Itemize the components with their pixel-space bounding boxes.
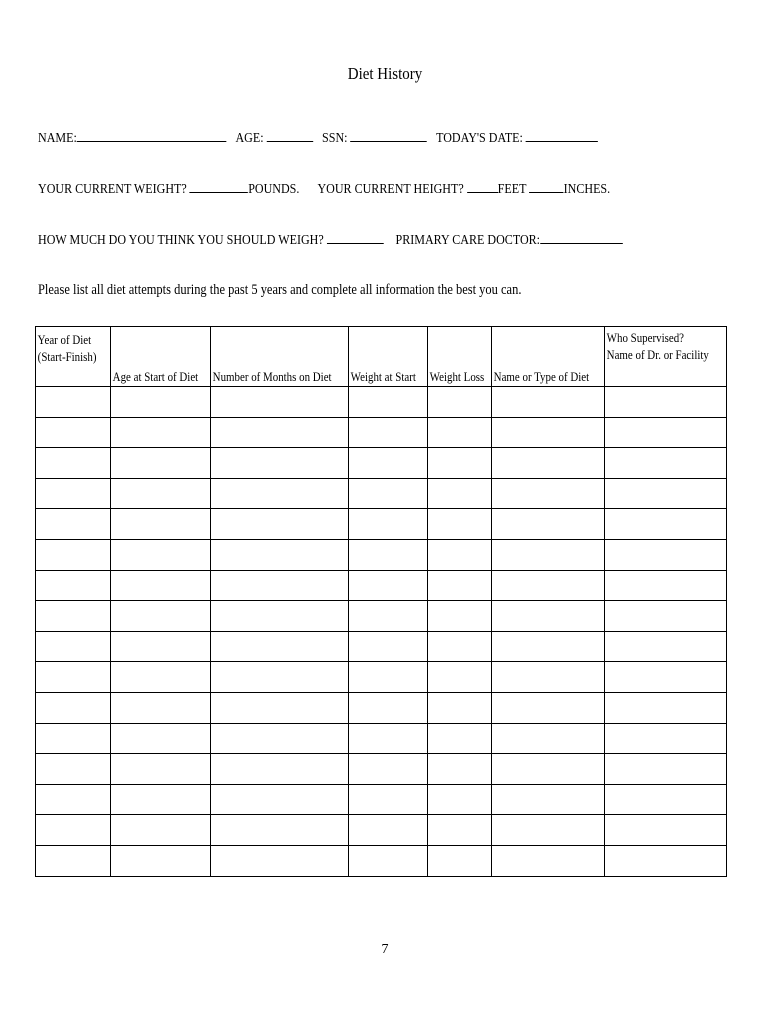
name-label: NAME:	[38, 131, 77, 146]
header-supervisor: Who Supervised? Name of Dr. or Facility	[605, 327, 727, 387]
cell-age-at-start[interactable]	[111, 387, 211, 418]
cell-supervisor[interactable]	[605, 448, 727, 479]
cell-supervisor[interactable]	[605, 723, 727, 754]
cell-age-at-start[interactable]	[111, 448, 211, 479]
cell-weight-at-start[interactable]	[349, 539, 428, 570]
cell-months-on-diet[interactable]	[211, 692, 349, 723]
cell-months-on-diet[interactable]	[211, 539, 349, 570]
cell-supervisor[interactable]	[605, 570, 727, 601]
should-weigh-label: HOW MUCH DO YOU THINK YOU SHOULD WEIGH?	[38, 233, 324, 248]
cell-diet-name[interactable]	[492, 815, 605, 846]
cell-months-on-diet[interactable]	[211, 601, 349, 632]
cell-supervisor[interactable]	[605, 601, 727, 632]
cell-months-on-diet[interactable]	[211, 509, 349, 540]
page-number: 7	[381, 942, 389, 957]
cell-weight-at-start[interactable]	[349, 815, 428, 846]
cell-weight-loss[interactable]	[428, 754, 492, 785]
age-field[interactable]	[267, 128, 313, 142]
cell-weight-loss[interactable]	[428, 631, 492, 662]
cell-weight-loss[interactable]	[428, 723, 492, 754]
cell-months-on-diet[interactable]	[211, 387, 349, 418]
cell-diet-name[interactable]	[492, 570, 605, 601]
doctor-label: PRIMARY CARE DOCTOR:	[395, 233, 541, 248]
cell-age-at-start[interactable]	[111, 845, 211, 876]
header-year-of-diet: Year of Diet (Start-Finish)	[36, 327, 111, 387]
cell-supervisor[interactable]	[605, 845, 727, 876]
cell-year-of-diet[interactable]	[36, 784, 111, 815]
ssn-field[interactable]	[351, 128, 428, 142]
cell-weight-loss[interactable]	[428, 509, 492, 540]
cell-year-of-diet[interactable]	[36, 815, 111, 846]
cell-weight-loss[interactable]	[428, 845, 492, 876]
table-row	[36, 754, 727, 785]
cell-year-of-diet[interactable]	[36, 601, 111, 632]
cell-weight-at-start[interactable]	[349, 601, 428, 632]
cell-months-on-diet[interactable]	[211, 754, 349, 785]
cell-months-on-diet[interactable]	[211, 662, 349, 693]
table-body	[36, 387, 727, 877]
instructions-text: Please list all diet attempts during the past 5 years and complete all information the best you can.	[38, 282, 522, 298]
cell-weight-at-start[interactable]	[349, 570, 428, 601]
cell-supervisor[interactable]	[605, 478, 727, 509]
header-months-on-diet: Number of Months on Diet	[211, 327, 349, 387]
cell-months-on-diet[interactable]	[211, 448, 349, 479]
cell-diet-name[interactable]	[492, 448, 605, 479]
table-row	[36, 662, 727, 693]
height-label: YOUR CURRENT HEIGHT?	[317, 182, 464, 197]
cell-year-of-diet[interactable]	[36, 448, 111, 479]
cell-diet-name[interactable]	[492, 601, 605, 632]
cell-supervisor[interactable]	[605, 662, 727, 693]
cell-weight-at-start[interactable]	[349, 692, 428, 723]
cell-weight-loss[interactable]	[428, 692, 492, 723]
cell-year-of-diet[interactable]	[36, 692, 111, 723]
table-row	[36, 692, 727, 723]
cell-age-at-start[interactable]	[111, 815, 211, 846]
cell-age-at-start[interactable]	[111, 754, 211, 785]
cell-supervisor[interactable]	[605, 692, 727, 723]
cell-weight-loss[interactable]	[428, 539, 492, 570]
cell-year-of-diet[interactable]	[36, 509, 111, 540]
cell-months-on-diet[interactable]	[211, 784, 349, 815]
cell-weight-loss[interactable]	[428, 570, 492, 601]
cell-diet-name[interactable]	[492, 723, 605, 754]
cell-diet-name[interactable]	[492, 539, 605, 570]
cell-age-at-start[interactable]	[111, 601, 211, 632]
cell-diet-name[interactable]	[492, 662, 605, 693]
should-weigh-field[interactable]	[327, 230, 384, 244]
cell-age-at-start[interactable]	[111, 417, 211, 448]
identity-row	[38, 128, 598, 147]
table-row	[36, 478, 727, 509]
cell-year-of-diet[interactable]	[36, 754, 111, 785]
cell-diet-name[interactable]	[492, 478, 605, 509]
cell-year-of-diet[interactable]	[36, 845, 111, 876]
pounds-label: POUNDS.	[248, 182, 300, 197]
cell-year-of-diet[interactable]	[36, 662, 111, 693]
cell-months-on-diet[interactable]	[211, 417, 349, 448]
date-label: TODAY'S DATE:	[436, 131, 523, 146]
cell-supervisor[interactable]	[605, 387, 727, 418]
cell-weight-at-start[interactable]	[349, 509, 428, 540]
cell-age-at-start[interactable]	[111, 570, 211, 601]
ssn-label: SSN:	[322, 131, 348, 146]
cell-supervisor[interactable]	[605, 754, 727, 785]
measurements-row	[38, 179, 610, 198]
cell-weight-at-start[interactable]	[349, 845, 428, 876]
cell-year-of-diet[interactable]	[36, 570, 111, 601]
cell-age-at-start[interactable]	[111, 723, 211, 754]
cell-age-at-start[interactable]	[111, 662, 211, 693]
header-diet-name: Name or Type of Diet	[492, 327, 605, 387]
cell-supervisor[interactable]	[605, 417, 727, 448]
table-row	[36, 539, 727, 570]
cell-weight-at-start[interactable]	[349, 723, 428, 754]
cell-weight-at-start[interactable]	[349, 662, 428, 693]
cell-months-on-diet[interactable]	[211, 815, 349, 846]
diet-history-table	[35, 326, 727, 877]
header-age-at-start: Age at Start of Diet	[111, 327, 211, 387]
table-row	[36, 723, 727, 754]
cell-age-at-start[interactable]	[111, 478, 211, 509]
table-row	[36, 417, 727, 448]
goal-doctor-row	[38, 230, 623, 249]
table-row	[36, 509, 727, 540]
cell-year-of-diet[interactable]	[36, 417, 111, 448]
cell-supervisor[interactable]	[605, 509, 727, 540]
cell-diet-name[interactable]	[492, 631, 605, 662]
cell-supervisor[interactable]	[605, 539, 727, 570]
cell-diet-name[interactable]	[492, 692, 605, 723]
cell-diet-name[interactable]	[492, 845, 605, 876]
page-title: Diet History	[347, 64, 423, 83]
date-field[interactable]	[526, 128, 598, 142]
inches-label: INCHES.	[563, 182, 611, 197]
inches-field[interactable]	[529, 179, 563, 193]
table-row	[36, 448, 727, 479]
cell-months-on-diet[interactable]	[211, 631, 349, 662]
cell-year-of-diet[interactable]	[36, 478, 111, 509]
cell-weight-at-start[interactable]	[349, 387, 428, 418]
cell-age-at-start[interactable]	[111, 784, 211, 815]
cell-months-on-diet[interactable]	[211, 478, 349, 509]
cell-months-on-diet[interactable]	[211, 845, 349, 876]
header-weight-at-start: Weight at Start	[349, 327, 428, 387]
cell-weight-loss[interactable]	[428, 601, 492, 632]
cell-weight-loss[interactable]	[428, 448, 492, 479]
cell-year-of-diet[interactable]	[36, 631, 111, 662]
name-field[interactable]	[77, 128, 227, 142]
weight-field[interactable]	[190, 179, 248, 193]
cell-weight-loss[interactable]	[428, 815, 492, 846]
cell-year-of-diet[interactable]	[36, 387, 111, 418]
cell-weight-at-start[interactable]	[349, 784, 428, 815]
cell-supervisor[interactable]	[605, 815, 727, 846]
cell-weight-at-start[interactable]	[349, 754, 428, 785]
cell-weight-at-start[interactable]	[349, 417, 428, 448]
cell-supervisor[interactable]	[605, 631, 727, 662]
cell-weight-loss[interactable]	[428, 784, 492, 815]
table-row	[36, 845, 727, 876]
cell-weight-loss[interactable]	[428, 417, 492, 448]
cell-diet-name[interactable]	[492, 387, 605, 418]
weight-label: YOUR CURRENT WEIGHT?	[38, 182, 187, 197]
feet-label: FEET	[497, 182, 527, 197]
cell-weight-loss[interactable]	[428, 387, 492, 418]
header-weight-loss: Weight Loss	[428, 327, 492, 387]
cell-weight-at-start[interactable]	[349, 448, 428, 479]
cell-months-on-diet[interactable]	[211, 570, 349, 601]
table-row	[36, 601, 727, 632]
cell-age-at-start[interactable]	[111, 509, 211, 540]
cell-weight-loss[interactable]	[428, 662, 492, 693]
cell-diet-name[interactable]	[492, 754, 605, 785]
cell-diet-name[interactable]	[492, 417, 605, 448]
table-row	[36, 815, 727, 846]
cell-weight-at-start[interactable]	[349, 631, 428, 662]
feet-field[interactable]	[467, 179, 498, 193]
cell-diet-name[interactable]	[492, 784, 605, 815]
table-header-row	[36, 327, 727, 387]
cell-weight-at-start[interactable]	[349, 478, 428, 509]
doctor-field[interactable]	[540, 230, 623, 244]
cell-age-at-start[interactable]	[111, 692, 211, 723]
cell-weight-loss[interactable]	[428, 478, 492, 509]
cell-year-of-diet[interactable]	[36, 723, 111, 754]
age-label: AGE:	[235, 131, 264, 146]
cell-age-at-start[interactable]	[111, 539, 211, 570]
cell-age-at-start[interactable]	[111, 631, 211, 662]
table-row	[36, 631, 727, 662]
table-row	[36, 570, 727, 601]
cell-months-on-diet[interactable]	[211, 723, 349, 754]
table-row	[36, 387, 727, 418]
table-row	[36, 784, 727, 815]
cell-diet-name[interactable]	[492, 509, 605, 540]
cell-year-of-diet[interactable]	[36, 539, 111, 570]
cell-supervisor[interactable]	[605, 784, 727, 815]
